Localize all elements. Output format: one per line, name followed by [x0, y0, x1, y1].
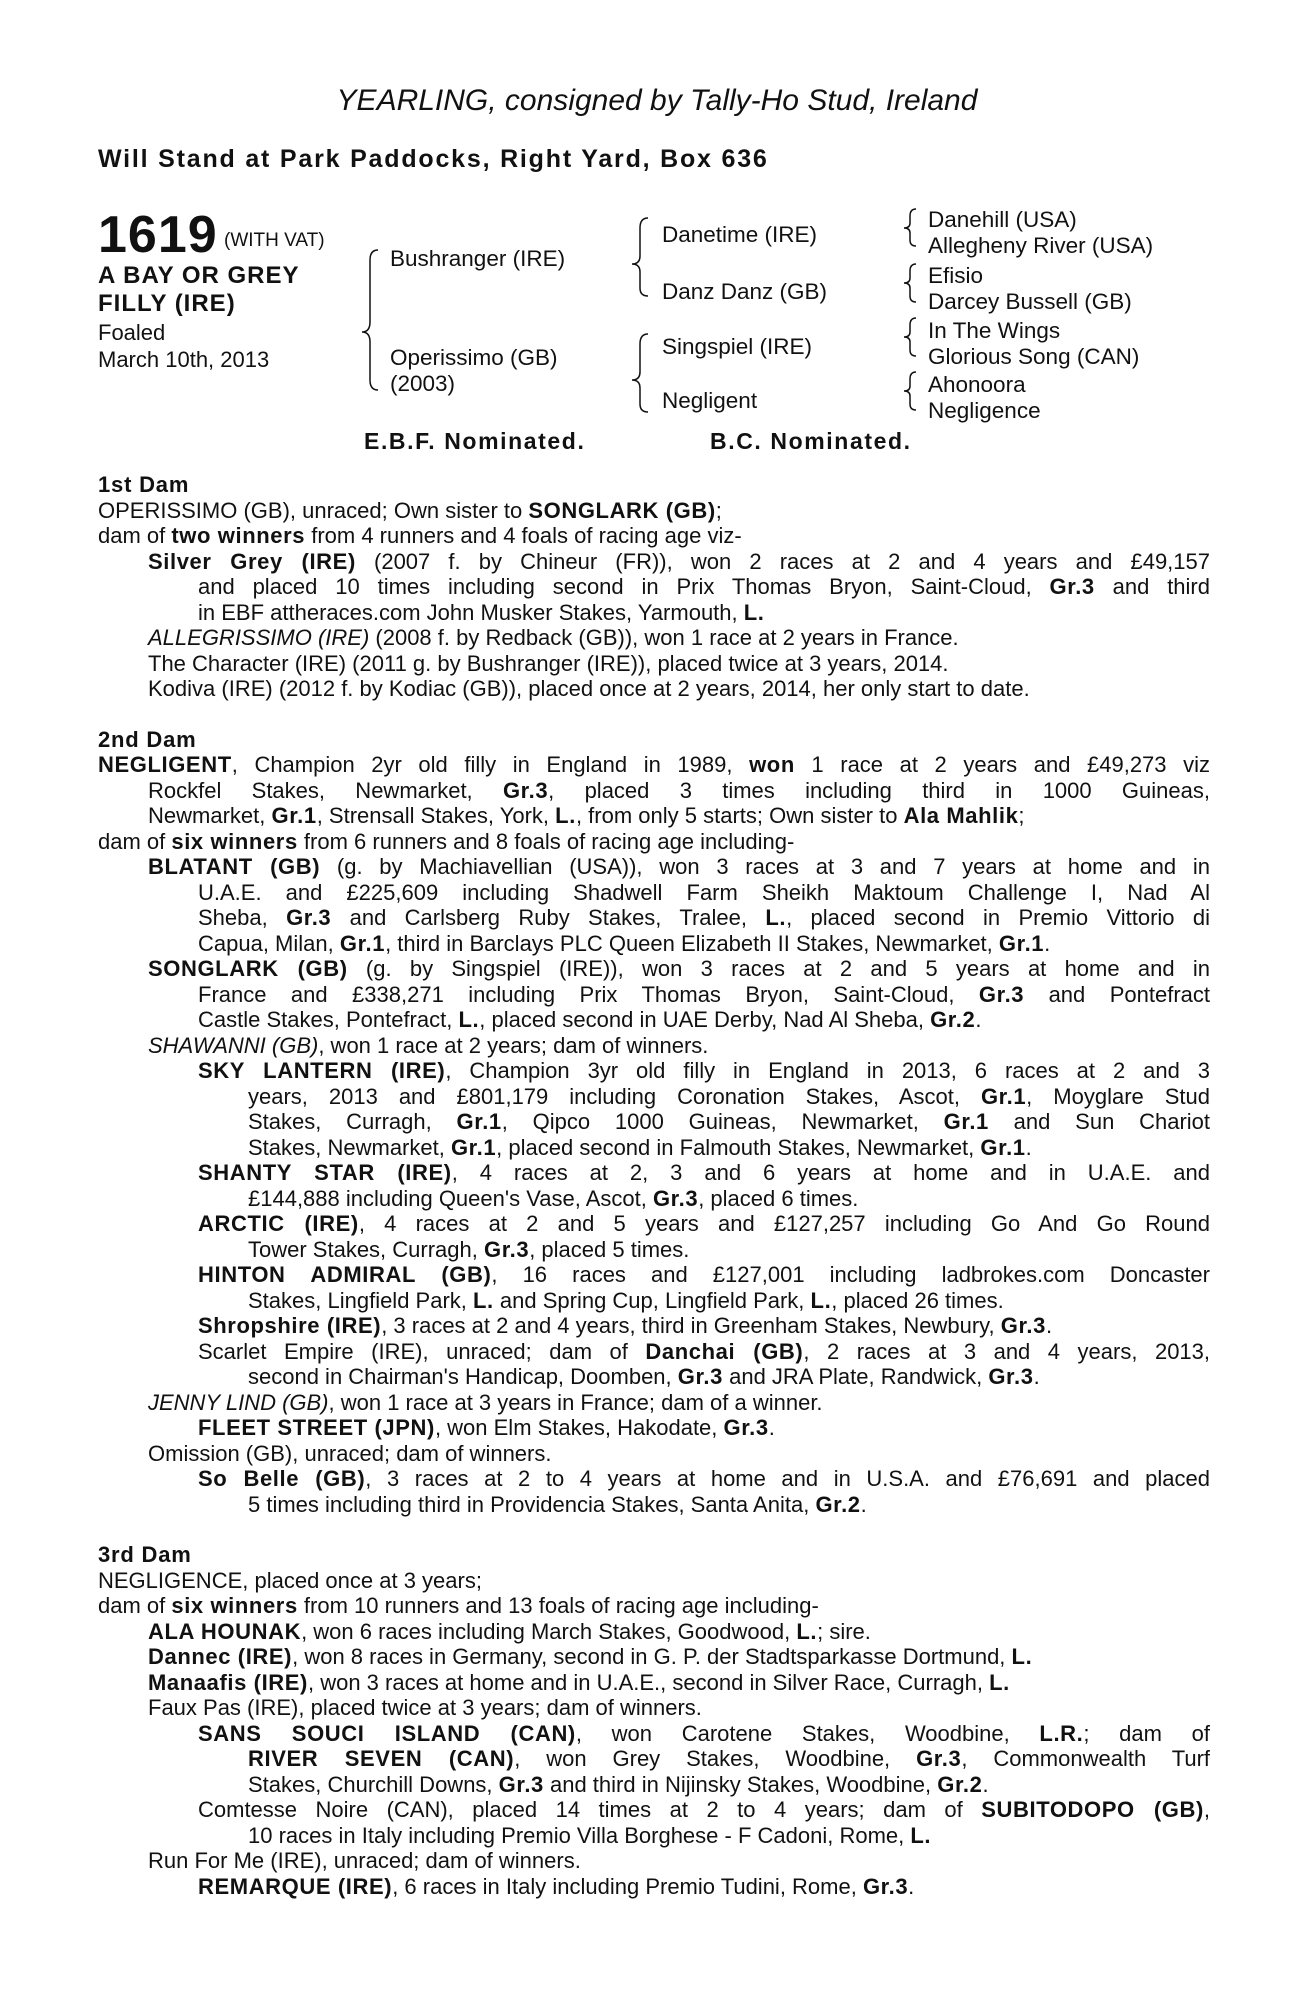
- stabling-location: Will Stand at Park Paddocks, Right Yard, Box 636: [98, 145, 769, 173]
- grandsire-bracket-1: [904, 209, 916, 246]
- foaled-label: Foaled: [98, 320, 166, 345]
- dam-line-bracket: [632, 334, 648, 412]
- pedigree-g7: Ahonoora: [928, 372, 1026, 397]
- pedigree-dam-sire: Singspiel (IRE): [662, 334, 813, 359]
- second-dam-line: U.A.E. and £225,609 including Shadwell Farm Sheikh Maktoum Challenge I, Nad Al: [198, 879, 1210, 905]
- bc-nominated: B.C. Nominated.: [710, 428, 912, 454]
- produce-record: [98, 472, 1210, 1899]
- second-dam-line: Sheba, Gr.3 and Carlsberg Ruby Stakes, Tralee, L., placed second in Premio Vittorio di: [198, 905, 1210, 930]
- second-dam-line: NEGLIGENT, Champion 2yr old filly in England in 1989, won 1 race at 2 years and £49,273 viz: [98, 752, 1210, 777]
- second-dam-line: ARCTIC (IRE), 4 races at 2 and 5 years and £127,257 including Go And Go Round: [198, 1211, 1210, 1236]
- vat-status: (WITH VAT): [224, 230, 325, 251]
- pedigree-g8: Negligence: [928, 398, 1041, 423]
- sire-line-bracket: [632, 218, 648, 296]
- first-dam-line: dam of two winners from 4 runners and 4 foals of racing age viz-: [98, 523, 742, 548]
- lot-number: 1619: [98, 206, 218, 264]
- second-dam-line: JENNY LIND (GB), won 1 race at 3 years in France; dam of a winner.: [148, 1389, 823, 1415]
- first-dam-line: and placed 10 times including second in Prix Thomas Bryon, Saint-Cloud, Gr.3 and third: [198, 574, 1210, 599]
- second-dam-line: So Belle (GB), 3 races at 2 to 4 years at home and in U.S.A. and £76,691 and placed: [198, 1466, 1210, 1491]
- second-dam-line: BLATANT (GB) (g. by Machiavellian (USA)), won 3 races at 3 and 7 years at home and in: [148, 854, 1210, 879]
- first-dam-line: Silver Grey (IRE) (2007 f. by Chineur (FR)), won 2 races at 2 and 4 years and £49,157: [148, 548, 1210, 574]
- ebf-nominated: E.B.F. Nominated.: [364, 428, 586, 454]
- second-dam-line: Shropshire (IRE), 3 races at 2 and 4 years, third in Greenham Stakes, Newbury, Gr.3.: [198, 1313, 1053, 1338]
- third-dam-line: dam of six winners from 10 runners and 13 foals of racing age including-: [98, 1593, 819, 1618]
- third-dam-line: Run For Me (IRE), unraced; dam of winners.: [148, 1848, 581, 1873]
- second-dam-line: HINTON ADMIRAL (GB), 16 races and £127,001 including ladbrokes.com Doncaster: [198, 1262, 1210, 1287]
- third-dam-line: SANS SOUCI ISLAND (CAN), won Carotene Stakes, Woodbine, L.R.; dam of: [198, 1720, 1210, 1746]
- pedigree-g2: Allegheny River (USA): [928, 233, 1154, 258]
- third-dam-line: Comtesse Noire (CAN), placed 14 times at 2 to 4 years; dam of SUBITODOPO (GB),: [198, 1797, 1210, 1822]
- consignor-heading: YEARLING, consigned by Tally-Ho Stud, Ireland: [336, 84, 978, 117]
- second-dam-line: Tower Stakes, Curragh, Gr.3, placed 5 times.: [248, 1236, 690, 1262]
- pedigree-brackets: [0, 0, 1314, 460]
- pedigree-dam-dam: Negligent: [662, 388, 758, 413]
- second-dam-line: second in Chairman's Handicap, Doomben, Gr.3 and JRA Plate, Randwick, Gr.3.: [248, 1364, 1040, 1389]
- first-dam-line: The Character (IRE) (2011 g. by Bushranger (IRE)), placed twice at 3 years, 2014.: [148, 650, 949, 676]
- pedigree-dam-year: (2003): [390, 371, 456, 396]
- second-dam-line: SONGLARK (GB) (g. by Singspiel (IRE)), won 3 races at 2 and 5 years at home and in: [148, 956, 1210, 981]
- third-dam-line: 10 races in Italy including Premio Villa Borghese - F Cadoni, Rome, L.: [248, 1822, 932, 1848]
- second-dam-line: years, 2013 and £801,179 including Coronation Stakes, Ascot, Gr.1, Moyglare Stud: [248, 1083, 1210, 1109]
- second-dam-line: FLEET STREET (JPN), won Elm Stakes, Hakodate, Gr.3.: [198, 1415, 775, 1440]
- second-dam-line: Stakes, Lingfield Park, L. and Spring Cup, Lingfield Park, L., placed 26 times.: [248, 1287, 1004, 1313]
- second-dam-line: SKY LANTERN (IRE), Champion 3yr old filly in England in 2013, 6 races at 2 and 3: [198, 1058, 1210, 1083]
- second-dam-line: Stakes, Curragh, Gr.1, Qipco 1000 Guineas, Newmarket, Gr.1 and Sun Chariot: [248, 1109, 1210, 1134]
- second-dam-line: SHANTY STAR (IRE), 4 races at 2, 3 and 6 years at home and in U.A.E. and: [198, 1160, 1210, 1185]
- first-dam-line: OPERISSIMO (GB), unraced; Own sister to SONGLARK (GB);: [98, 497, 722, 523]
- third-dam-line: REMARQUE (IRE), 6 races in Italy including Premio Tudini, Rome, Gr.3.: [198, 1873, 915, 1899]
- first-dam-title: 1st Dam: [98, 472, 190, 497]
- second-dam-line: Rockfel Stakes, Newmarket, Gr.3, placed 3 times including third in 1000 Guineas,: [148, 777, 1210, 803]
- second-dam-title: 2nd Dam: [98, 726, 197, 752]
- first-dam-line: Kodiva (IRE) (2012 f. by Kodiac (GB)), placed once at 2 years, 2014, her only start to date.: [148, 676, 1030, 701]
- pedigree-sire-sire: Danetime (IRE): [662, 222, 818, 247]
- third-dam-line: RIVER SEVEN (CAN), won Grey Stakes, Woodbine, Gr.3, Commonwealth Turf: [248, 1746, 1210, 1771]
- second-dam-line: dam of six winners from 6 runners and 8 foals of racing age including-: [98, 828, 795, 854]
- third-dam-title: 3rd Dam: [98, 1542, 192, 1567]
- pedigree-g1: Danehill (USA): [928, 207, 1077, 232]
- second-dam-line: 5 times including third in Providencia Stakes, Santa Anita, Gr.2.: [248, 1491, 867, 1517]
- second-dam-line: £144,888 including Queen's Vase, Ascot, Gr.3, placed 6 times.: [248, 1185, 859, 1211]
- pedigree-g4: Darcey Bussell (GB): [928, 289, 1132, 314]
- second-dam-line: Scarlet Empire (IRE), unraced; dam of Danchai (GB), 2 races at 3 and 4 years, 2013,: [198, 1338, 1210, 1364]
- third-dam-line: Stakes, Churchill Downs, Gr.3 and third in Nijinsky Stakes, Woodbine, Gr.2.: [248, 1771, 989, 1797]
- lot-description-line1: A BAY OR GREY: [98, 262, 300, 289]
- foaled-date: March 10th, 2013: [98, 347, 270, 372]
- third-dam-line: Manaafis (IRE), won 3 races at home and in U.A.E., second in Silver Race, Curragh, L.: [148, 1669, 1010, 1695]
- pedigree-g3: Efisio: [928, 263, 984, 288]
- pedigree-sire: Bushranger (IRE): [390, 246, 566, 271]
- first-dam-line: ALLEGRISSIMO (IRE) (2008 f. by Redback (GB)), won 1 race at 2 years in France.: [148, 625, 959, 650]
- third-dam-line: Dannec (IRE), won 8 races in Germany, second in G. P. der Stadtsparkasse Dortmund, L.: [148, 1644, 1033, 1669]
- third-dam-line: ALA HOUNAK, won 6 races including March Stakes, Goodwood, L.; sire.: [148, 1618, 871, 1644]
- granddam-bracket-1: [904, 318, 916, 356]
- pedigree-g6: Glorious Song (CAN): [928, 344, 1140, 369]
- second-dam-line: France and £338,271 including Prix Thomas Bryon, Saint-Cloud, Gr.3 and Pontefract: [198, 981, 1210, 1007]
- third-dam-line: NEGLIGENCE, placed once at 3 years;: [98, 1567, 482, 1593]
- grandsire-bracket-2: [904, 264, 916, 302]
- third-dam-line: Faux Pas (IRE), placed twice at 3 years; dam of winners.: [148, 1695, 702, 1720]
- second-dam-line: Newmarket, Gr.1, Strensall Stakes, York, L., from only 5 starts; Own sister to Ala Mahlik;: [148, 803, 1025, 828]
- first-dam-line: in EBF attheraces.com John Musker Stakes, Yarmouth, L.: [198, 599, 765, 625]
- second-dam-line: Stakes, Newmarket, Gr.1, placed second in Falmouth Stakes, Newmarket, Gr.1.: [248, 1134, 1032, 1160]
- pedigree-g5: In The Wings: [928, 318, 1061, 343]
- second-dam-line: Omission (GB), unraced; dam of winners.: [148, 1440, 552, 1466]
- second-dam-line: SHAWANNI (GB), won 1 race at 2 years; dam of winners.: [148, 1032, 709, 1058]
- granddam-bracket-2: [904, 372, 916, 410]
- pedigree-sire-dam: Danz Danz (GB): [662, 279, 828, 304]
- second-dam-line: Capua, Milan, Gr.1, third in Barclays PLC Queen Elizabeth II Stakes, Newmarket, Gr.1.: [198, 930, 1051, 956]
- pedigree-dam: Operissimo (GB): [390, 345, 558, 370]
- sire-dam-bracket: [362, 250, 378, 390]
- lot-description-line2: FILLY (IRE): [98, 290, 236, 317]
- second-dam-line: Castle Stakes, Pontefract, L., placed second in UAE Derby, Nad Al Sheba, Gr.2.: [198, 1007, 982, 1032]
